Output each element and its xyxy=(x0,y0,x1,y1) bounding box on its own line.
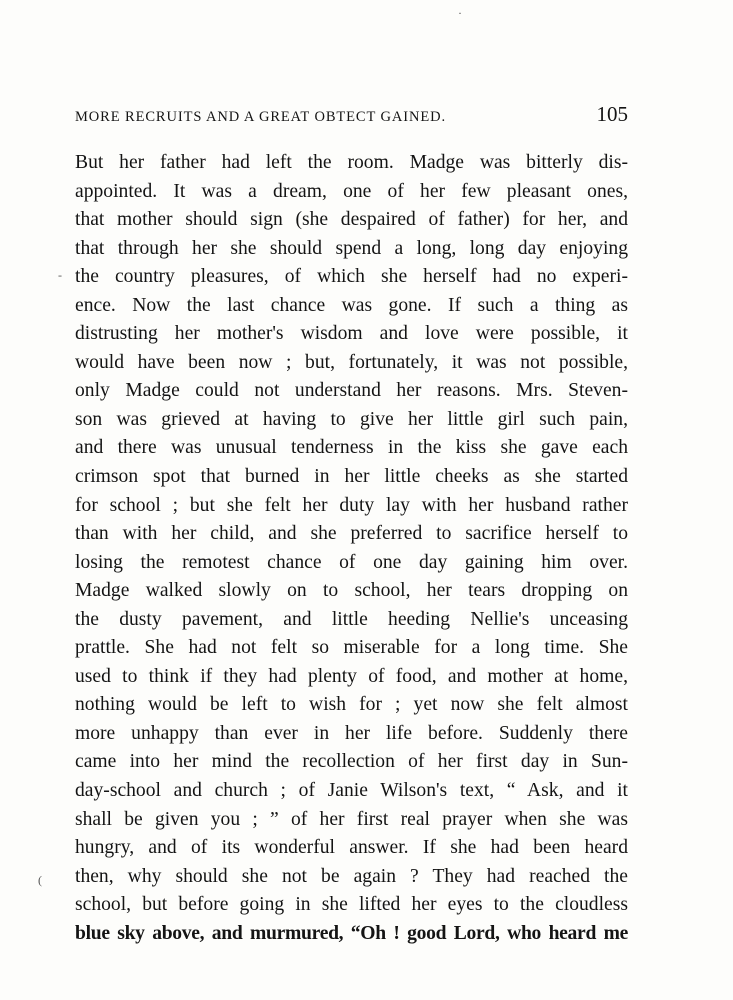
body-text xyxy=(75,149,628,948)
text-line: shall be given you ; ” of her first real prayer when she was xyxy=(75,808,628,830)
text-line: that mother should sign (she despaired of father) for her, and xyxy=(75,209,628,231)
page-number: 105 xyxy=(596,102,628,126)
text-line: more unhappy than ever in her life before. Suddenly there xyxy=(75,722,628,744)
text-line: came into her mind the recollection of her first day in Sun- xyxy=(75,751,628,773)
text-line: school, but before going in she lifted her eyes to the cloudless xyxy=(75,894,628,916)
text-line: day-school and church ; of Janie Wilson's text, “ Ask, and it xyxy=(75,780,628,802)
text-line: Madge walked slowly on to school, her tears dropping on xyxy=(75,580,628,602)
text-line: that through her she should spend a long, long day enjoying xyxy=(75,237,628,259)
text-line: only Madge could not understand her reasons. Mrs. Steven- xyxy=(75,380,628,402)
running-title: MORE RECRUITS AND A GREAT OBTECT GAINED. xyxy=(75,109,447,125)
text-line: son was grieved at having to give her little girl such pain, xyxy=(75,408,628,430)
text-line: the dusty pavement, and little heeding Nellie's unceasing xyxy=(75,608,628,630)
text-line: prattle. She had not felt so miserable for a long time. She xyxy=(75,637,628,659)
running-head xyxy=(75,102,628,130)
text-line: nothing would be left to wish for ; yet now she felt almost xyxy=(75,694,628,716)
text-line: ence. Now the last chance was gone. If such a thing as xyxy=(75,294,628,316)
text-line: appointed. It was a dream, one of her few pleasant ones, xyxy=(75,180,628,202)
speck-mark: · xyxy=(458,6,462,20)
text-line: and there was unusual tenderness in the kiss she gave each xyxy=(75,437,628,459)
text-line: used to think if they had plenty of food, and mother at home, xyxy=(75,665,628,687)
text-line: losing the remotest chance of one day gaining him over. xyxy=(75,551,628,573)
text-line: would have been now ; but, fortunately, it was not possible, xyxy=(75,351,628,373)
text-line: hungry, and of its wonderful answer. If she had been heard xyxy=(75,837,628,859)
text-line: for school ; but she felt her duty lay with her husband rather xyxy=(75,494,628,516)
paper-mark: ( xyxy=(38,873,42,887)
text-line: distrusting her mother's wisdom and love were possible, it xyxy=(75,323,628,345)
text-line: than with her child, and she preferred to sacrifice herself to xyxy=(75,523,628,545)
pencil-mark: - xyxy=(58,268,62,282)
text-line: the country pleasures, of which she herself had no experi- xyxy=(75,266,628,288)
text-line: But her father had left the room. Madge was bitterly dis- xyxy=(75,152,628,173)
text-line: crimson spot that burned in her little cheeks as she started xyxy=(75,466,628,488)
text-line-last: blue sky above, and murmured, “Oh ! good Lord, who heard me xyxy=(75,922,628,944)
text-line: then, why should she not be again ? They had reached the xyxy=(75,865,628,887)
